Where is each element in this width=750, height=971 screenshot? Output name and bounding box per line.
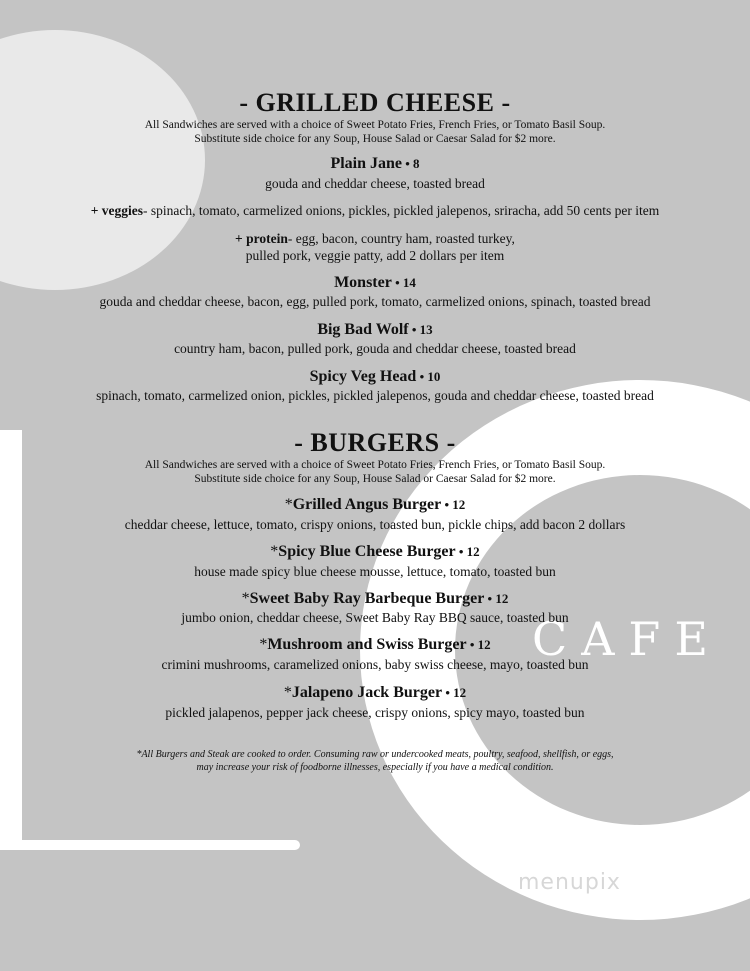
addon-text: - egg, bacon, country ham, roasted turkey, [287,231,515,246]
addon-label: + veggies [90,203,144,218]
note-line: All Sandwiches are served with a choice of Sweet Potato Fries, French Fries, or Tomato Basil Soup. [144,119,606,131]
item-price: • 12 [455,544,480,559]
menu-item-name [0,636,750,654]
item-title: Mushroom and Swiss Burger [267,636,467,653]
background-letter-base [0,840,300,850]
item-star: * [270,543,279,560]
menu-item-name [0,368,750,386]
disclaimer-line: *All Burgers and Steak are cooked to order. Consuming raw or undercooked meats, poultry, seafood, shellfish, or eggs, [136,749,614,760]
menu-item-desc: jumbo onion, cheddar cheese, Sweet Baby Ray BBQ sauce, toasted bun [181,610,569,625]
note-line: All Sandwiches are served with a choice of Sweet Potato Fries, French Fries, or Tomato Basil Soup. [144,459,606,471]
item-price: • 12 [484,591,509,606]
note-line: Substitute side choice for any Soup, House Salad or Caesar Salad for $2 more. [194,133,556,145]
item-title: Spicy Blue Cheese Burger [278,543,456,560]
grilled-cheese-title: - GRILLED CHEESE - [239,88,511,117]
menu-item-name [0,684,750,702]
menu-item-desc: country ham, bacon, pulled pork, gouda and cheddar cheese, toasted bread [174,341,576,356]
item-price: • 10 [416,369,441,384]
menu-item-desc: spinach, tomato, carmelized onion, pickles, pickled jalepenos, gouda and cheddar cheese, toasted bread [96,388,654,403]
food-safety-disclaimer [0,748,750,774]
protein-addon [0,230,750,264]
menu-item-desc: gouda and cheddar cheese, bacon, egg, pulled pork, tomato, carmelized onions, spinach, toasted bread [99,294,651,309]
menu-item-desc: gouda and cheddar cheese, toasted bread [265,176,485,191]
addon-text: pulled pork, veggie patty, add 2 dollars per item [245,248,505,263]
burgers-title: - BURGERS - [294,428,456,457]
menu-item-desc: crimini mushrooms, caramelized onions, baby swiss cheese, mayo, toasted bun [161,657,589,672]
menu-item-name [0,496,750,514]
item-star: * [241,590,250,607]
menu-item-name [0,321,750,339]
item-star: * [259,636,268,653]
item-price: • 8 [402,156,420,171]
note-line: Substitute side choice for any Soup, House Salad or Caesar Salad for $2 more. [194,473,556,485]
item-price: • 12 [441,497,466,512]
item-price: • 12 [466,637,491,652]
item-price: • 12 [442,685,467,700]
veggies-addon [0,202,750,219]
menu-item-desc: cheddar cheese, lettuce, tomato, crispy onions, toasted bun, pickle chips, add bacon 2 dollars [124,517,626,532]
menu-item-desc: pickled jalapenos, pepper jack cheese, crispy onions, spicy mayo, toasted bun [165,705,585,720]
watermark: menupix [518,870,621,895]
addon-text: - spinach, tomato, carmelized onions, pickles, pickled jalepenos, sriracha, add 50 cents per item [143,203,660,218]
burgers-note [0,458,750,486]
item-title: Monster [334,274,392,291]
menu-item-desc: house made spicy blue cheese mousse, lettuce, tomato, toasted bun [194,564,556,579]
item-title: Spicy Veg Head [309,368,417,385]
item-price: • 13 [408,322,433,337]
disclaimer-line: may increase your risk of foodborne illnesses, especially if you have a medical condition. [196,762,554,773]
item-title: Plain Jane [330,155,402,172]
item-title: Sweet Baby Ray Barbeque Burger [249,590,485,607]
menu-item-name [0,543,750,561]
grilled-cheese-note [0,118,750,146]
menu-item-name [0,155,750,173]
item-title: Grilled Angus Burger [292,496,442,513]
item-title: Jalapeno Jack Burger [291,684,443,701]
item-title: Big Bad Wolf [317,321,409,338]
item-star: * [283,684,292,701]
item-star: * [284,496,293,513]
menu-item-name [0,590,750,608]
addon-label: + protein [235,231,288,246]
menu-item-name [0,274,750,292]
cafe-logo-text: CAFE [532,612,722,666]
item-price: • 14 [391,275,416,290]
